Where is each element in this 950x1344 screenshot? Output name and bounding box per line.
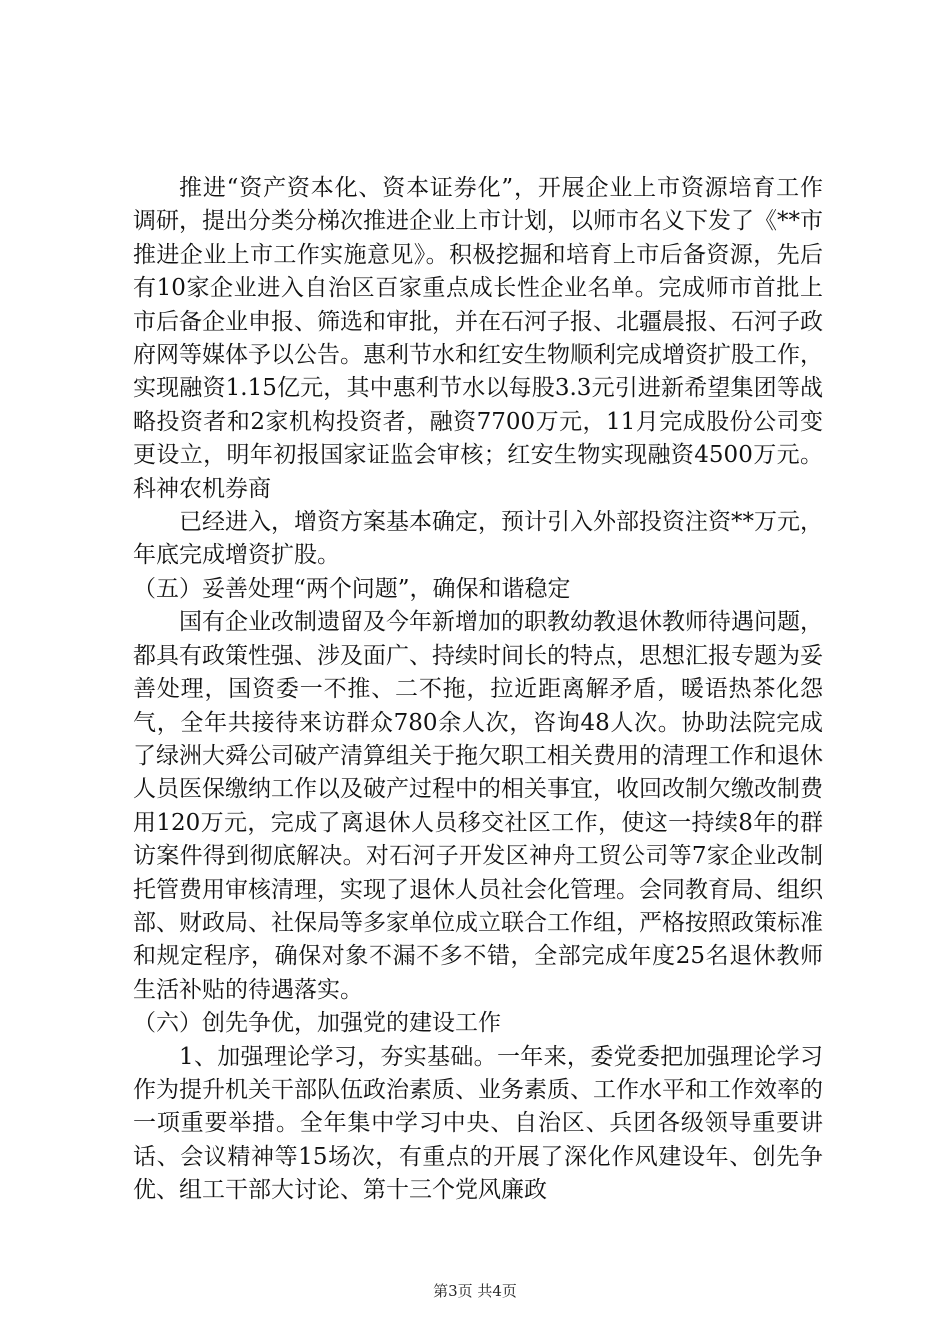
paragraph-listing-promotion: 推进“资产资本化、资本证券化”，开展企业上市资源培育工作调研，提出分类分梯次推进企业上市计划，以师市名义下发了《**市推进企业上市工作实施意见》。积极挖掘和培育上市后备资源，先后有10家企业进入自治区百家重点成长性企业名单。完成师市首批上市后备企业申报、筛选和审批，并在石河子报、北疆晨报、石河子政府网等媒体予以公告。惠利节水和红安生物顺利完成增资扩股工作，实现融资1.15亿元，其中惠利节水以每股3.3元引进新希望集团等战略投资者和2家机构投资者，融资7700万元，11月完成股份公司变更设立，明年初报国家证监会审核；红安生物实现融资4500万元。科神农机券商 [133,175,823,502]
section-heading-five: （五）妥善处理“两个问题”，确保和谐稳定 [133,575,571,602]
document-body [133,172,823,1208]
paragraph-continuation: 已经进入，增资方案基本确定，预计引入外部投资注资**万元，年底完成增资扩股。 [133,509,823,569]
paragraph-retirement-issues: 国有企业改制遗留及今年新增加的职教幼教退休教师待遇问题，都具有政策性强、涉及面广、持续时间长的特点，思想汇报专题为妥善处理，国资委一不推、二不拖，拉近距离解矛盾，暖语热茶化怨气，全年共接待来访群众780余人次，咨询48人次。协助法院完成了绿洲大舜公司破产清算组关于拖欠职工相关费用的清理工作和退休人员医保缴纳工作以及破产过程中的相关事宜，收回改制欠缴改制费用120万元，完成了离退休人员移交社区工作，使这一持续8年的群访案件得到彻底解决。对石河子开发区神舟工贸公司等7家企业改制托管费用审核清理，实现了退休人员社会化管理。会同教育局、组织部、财政局、社保局等多家单位成立联合工作组，严格按照政策标准和规定程序，确保对象不漏不多不错，全部完成年度25名退休教师生活补贴的待遇落实。 [133,609,823,1003]
paragraph-theory-study: 1、加强理论学习，夯实基础。一年来，委党委把加强理论学习作为提升机关干部队伍政治素质、业务素质、工作水平和工作效率的一项重要举措。全年集中学习中央、自治区、兵团各级领导重要讲话、会议精神等15场次，有重点的开展了深化作风建设年、创先争优、组工干部大讨论、第十三个党风廉政 [133,1043,823,1204]
page-footer: 第3页 共4页 [433,1282,517,1300]
section-heading-six: （六）创先争优，加强党的建设工作 [133,1010,501,1037]
